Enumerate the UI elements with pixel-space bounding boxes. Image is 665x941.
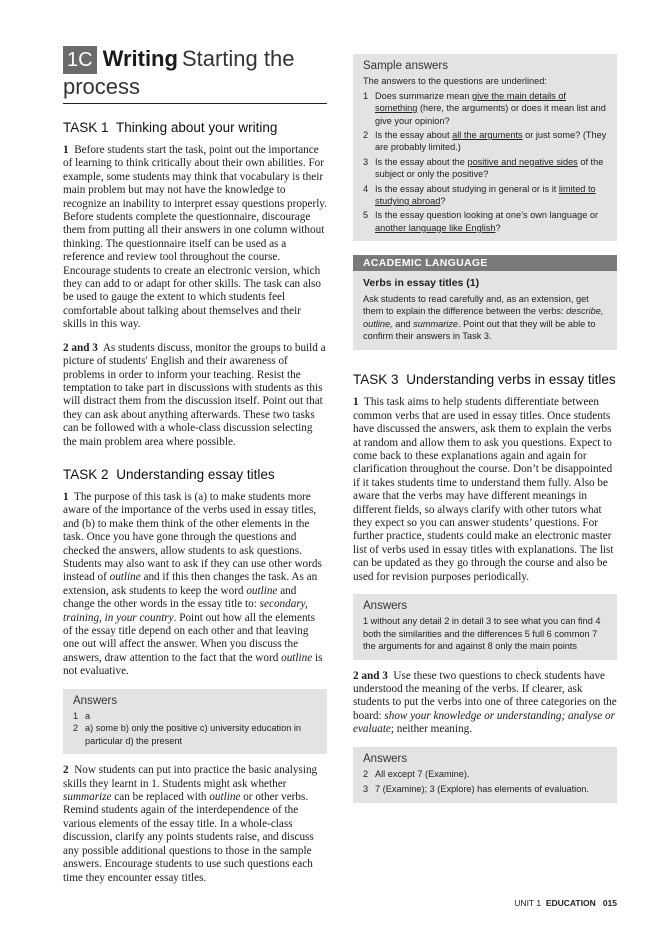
task1-heading [63, 120, 327, 135]
answers-heading: Answers [363, 600, 408, 612]
italic-term: describe, outline, [363, 306, 604, 329]
academic-text-part: Ask students to read carefully and, as an extension, get them to explain the difference between the verbs: [363, 293, 589, 317]
academic-language-box [353, 255, 617, 350]
unit-badge: 1C [63, 46, 97, 74]
title-rest-1: Starting the [181, 46, 295, 71]
answer-number: 2 [73, 723, 79, 734]
italic-term: summarize [413, 318, 459, 329]
page-footer [514, 898, 617, 908]
answer-text: a [85, 711, 91, 722]
underlined-answer: limited to studying abroad [375, 183, 596, 207]
academic-subtitle: Verbs in essay titles (1) [363, 277, 480, 290]
task2-answers-box [63, 689, 327, 755]
item-number: 3 [363, 156, 369, 167]
sample-answers-heading: Sample answers [363, 60, 449, 72]
italic-term: secondary, training, in your country [63, 598, 308, 624]
para-text: This task aims to help students differentiate between common verbs that are used in essay titles. Once students have discussed the answers, ask them to explain the verbs at random and allow them to ask you questions. Expect to come back to these explanations again and again for clarification throughout the course. Don’t be disappointed if it takes students time to understand them fully. Also be aware that the verbs may have different meanings in different fields, so always clarify with other tutors what they expect so you can answer students’ questions. For further practice, students could make an electronic master list of verbs used in essay titles with explanations. The list can be updated as they go through the course and also be used for revision purposes periodically. [353, 396, 614, 583]
footer-unit: UNIT 1 [514, 898, 542, 908]
task1-paragraph-2 [63, 342, 327, 449]
task2-title: Understanding essay titles [116, 466, 275, 482]
para-number: 1 [63, 144, 69, 156]
page-number: 015 [602, 898, 617, 908]
item-text: Is the essay question looking at one’s own language or [375, 210, 599, 221]
para-number: 2 and 3 [353, 669, 388, 682]
task1-number: TASK 1 [63, 120, 109, 135]
task3-title: Understanding verbs in essay titles [406, 372, 616, 388]
item-number: 1 [363, 90, 369, 101]
page-title [63, 46, 327, 104]
footer-section: EDUCATION [545, 898, 596, 908]
item-text: ? [495, 222, 501, 233]
para-number: 1 [353, 396, 359, 409]
answer-row [73, 722, 317, 747]
title-rest-2: process [63, 74, 141, 99]
academic-language-bar: ACADEMIC LANGUAGE [353, 255, 617, 271]
italic-term: show your knowledge or understanding; analyse or evaluate [353, 709, 615, 736]
sample-item [363, 156, 607, 181]
task2-number: TASK 2 [63, 466, 109, 482]
item-text: Is the essay about studying in general or is it [375, 183, 559, 194]
para-text: The purpose of this task is (a) to make students more aware of the importance of the verbs used in essay titles, and (b) to make them think of the other elements in the task. Once you have gone through the questions and checked the answers, allow students to ask questions. Students may also want to ask if they can use other words instead of [63, 490, 322, 584]
academic-text-part: and [395, 318, 411, 329]
answer-row [73, 710, 317, 722]
sample-answers-box [353, 54, 617, 241]
italic-term: outline [281, 651, 313, 664]
sample-item [363, 183, 607, 208]
task1-title: Thinking about your writing [116, 120, 278, 135]
item-text: or just some? (They are probably limited.) [375, 130, 607, 153]
answer-row [363, 768, 607, 780]
italic-term: summarize [63, 791, 112, 804]
sample-item [363, 209, 607, 234]
para-number: 2 [63, 764, 69, 777]
task3-heading [353, 372, 617, 387]
sample-item [363, 129, 607, 154]
answer-row [363, 783, 607, 795]
item-text: Is the essay about the [375, 156, 468, 167]
answers-heading: Answers [73, 694, 118, 707]
sample-answers-intro: The answers to the questions are underlined: [363, 76, 547, 87]
para-text: Use these two questions to check students have understood the meaning of the verbs. If clearer, ask students to put the verbs into one of three categories on the board: [353, 669, 617, 722]
task3-paragraph-2 [353, 670, 617, 737]
item-text: Does summarize mean [375, 90, 473, 101]
item-text: (here, the arguments) or does it mean list and give your opinion? [375, 103, 606, 126]
italic-term: outline [209, 791, 241, 804]
title-bold: Writing [102, 46, 178, 71]
para-text: Now students can put into practice the basic analysing skills they learnt in 1. Students might ask whether [63, 764, 318, 790]
para-text: can be replaced with [114, 791, 207, 804]
underlined-answer: give the main details of something [375, 90, 566, 114]
para-text: ; neither meaning. [390, 723, 472, 736]
item-number: 5 [363, 210, 369, 221]
answers-text: 1 without any detail 2 in detail 3 to see what you can find 4 both the similarities and the differences 5 full 6 common 7 the arguments for and against 8 only the main points [363, 616, 601, 652]
para-text: Before students start the task, point out the importance of learning to think critically about their own abilities. For example, some students may think that vocabulary is their main problem but may not have the knowledge to recognize an inability to interpret essay questions properly. Before students complete the questionnaire, discourage them from putting all their answers in one column without thinking. The questionnaire itself can be used as a reference and review tool throughout the course. Encourage students to create an electronic version, which they can add to or adapt for other skills. The task can also be used to gauge the extent to which students feel comfortable about talking about themselves and their skills in this way. [63, 144, 327, 331]
sample-item [363, 90, 607, 127]
para-number: 1 [63, 490, 69, 503]
underlined-answer: positive and negative sides [467, 156, 578, 167]
task3-answers-box-2 [353, 747, 617, 803]
task3-answers-box-1 [353, 594, 617, 660]
underlined-answer: all the arguments [452, 130, 523, 141]
para-text: and change the other words in the essay title to: [63, 584, 297, 611]
answer-text: All except 7 (Examine). [375, 769, 470, 780]
item-number: 4 [363, 183, 369, 194]
italic-term: outline [109, 571, 141, 584]
para-text: is not evaluative. [63, 651, 323, 678]
task2-heading [63, 467, 327, 482]
left-column [63, 46, 327, 895]
task3-number: TASK 3 [353, 372, 399, 388]
academic-text-part: . Point out that they will be able to confirm their answers in Task 3. [363, 318, 596, 341]
answer-number: 2 [363, 769, 369, 780]
answer-text: a) some b) only the positive c) university education in particular d) the present [85, 723, 302, 746]
para-number: 2 and 3 [63, 341, 98, 354]
answer-number: 1 [73, 711, 79, 722]
answers-heading: Answers [363, 752, 408, 765]
para-text: or other verbs. Remind students again of the interdependence of the various elements of the essay title. In a whole-class discussion, clarify any points students raise, and discuss any possible additional questions to those in the sample answers. Encourage students to use such questions each time they encounter essay titles. [63, 791, 314, 884]
underlined-answer: another language like English [375, 222, 496, 233]
item-text: Is the essay about [375, 130, 453, 141]
para-text: As students discuss, monitor the groups to build a picture of students' English and their awareness of problems in order to inform your teaching. Resist the temptation to take part in discussions with students as this will distract them from the discussion itself. Point out that they can ask about anything afterwards. These two tasks can be followed with a whole-class discussion selecting the main problem area where possible. [63, 341, 326, 448]
right-column [353, 54, 617, 813]
para-text: and if this then changes the task. As an extension, ask students to keep the word [63, 571, 318, 597]
answer-text: 7 (Examine); 3 (Explore) has elements of evaluation. [375, 784, 589, 795]
item-text: of the subject or only the positive? [375, 156, 604, 180]
task2-paragraph-2 [63, 764, 327, 885]
item-number: 2 [363, 130, 369, 141]
answer-number: 3 [363, 784, 369, 795]
academic-text [363, 293, 607, 343]
italic-term: outline [246, 584, 278, 597]
task3-paragraph-1 [353, 396, 617, 584]
academic-language-body [353, 271, 617, 350]
task2-paragraph-1 [63, 491, 327, 679]
task1-paragraph-1 [63, 144, 327, 332]
para-text: . Point out how all the elements of the essay title depend on each other and that leaving one out will affect the answer. When you discuss the answers, draw attention to the fact that the word [63, 611, 316, 664]
item-text: ? [440, 196, 446, 207]
